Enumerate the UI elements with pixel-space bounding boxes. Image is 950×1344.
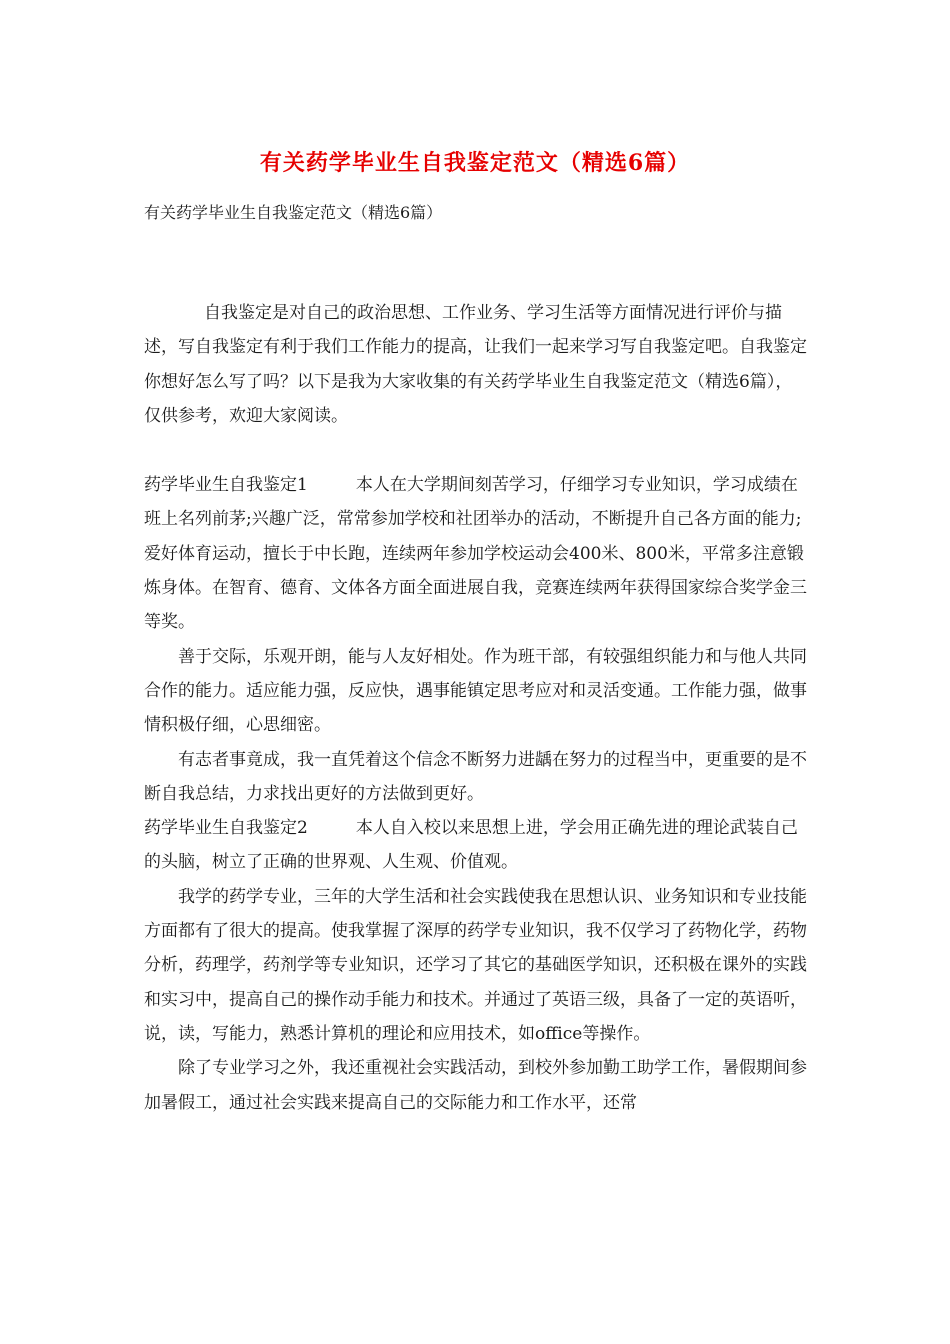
section-2-paragraph	[144, 811, 809, 880]
section-2-lead: 本人自入校以来思想上进，学会用正确先进的理论武装自己的头脑，树立了正确的世界观、人生观、价值观。	[144, 818, 798, 873]
section-1-paragraph-3: 有志者事竟成，我一直凭着这个信念不断努力进龋在努力的过程当中，更重要的是不断自我总结，力求找出更好的方法做到更好。	[144, 749, 807, 804]
document-title: 有关药学毕业生自我鉴定范文（精选6篇）	[259, 150, 691, 176]
document-subtitle: 有关药学毕业生自我鉴定范文（精选6篇）	[144, 203, 443, 222]
section-1-paragraph-2: 善于交际，乐观开朗，能与人友好相处。作为班干部，有较强组织能力和与他人共同合作的能力。适应能力强，反应快，遇事能镇定思考应对和灵活变通。工作能力强，做事情积极仔细，心思细密。	[144, 646, 807, 736]
section-1-paragraph	[144, 468, 809, 639]
section-2-paragraph-3: 除了专业学习之外，我还重视社会实践活动，到校外参加勤工助学工作，暑假期间参加暑假工，通过社会实践来提高自己的交际能力和工作水平，还常	[144, 1058, 807, 1113]
section-1-heading: 药学毕业生自我鉴定1	[144, 475, 308, 496]
section-2-paragraph-2: 我学的药学专业，三年的大学生活和社会实践使我在思想认识、业务知识和专业技能方面都有了很大的提高。使我掌握了深厚的药学专业知识，我不仅学习了药物化学，药物分析，药理学，药剂学等专业知识，还学习了其它的基础医学知识，还积极在课外的实践和实习中，提高自己的操作动手能力和技术。并通过了英语三级，具备了一定的英语听，说，读，写能力，熟悉计算机的理论和应用技术，如office等操作。	[144, 886, 807, 1044]
section-1-lead: 本人在大学期间刻苦学习，仔细学习专业知识，学习成绩在班上名列前茅;兴趣广泛，常常参加学校和社团举办的活动，不断提升自己各方面的能力;爱好体育运动，擅长于中长跑，连续两年参加学校运动会400米、800米，平常多注意锻炼身体。在智育、德育、文体各方面全面进展自我，竞赛连续两年获得国家综合奖学金三等奖。	[144, 475, 807, 633]
section-2-heading: 药学毕业生自我鉴定2	[144, 818, 308, 839]
document-body	[144, 296, 809, 1120]
paragraph-gap	[144, 433, 809, 468]
intro-paragraph: 自我鉴定是对自己的政治思想、工作业务、学习生活等方面情况进行评价与描述，写自我鉴定有利于我们工作能力的提高，让我们一起来学习写自我鉴定吧。自我鉴定你想好怎么写了吗？以下是我为大家收集的有关药学毕业生自我鉴定范文（精选6篇），仅供参考，欢迎大家阅读。	[144, 303, 807, 426]
